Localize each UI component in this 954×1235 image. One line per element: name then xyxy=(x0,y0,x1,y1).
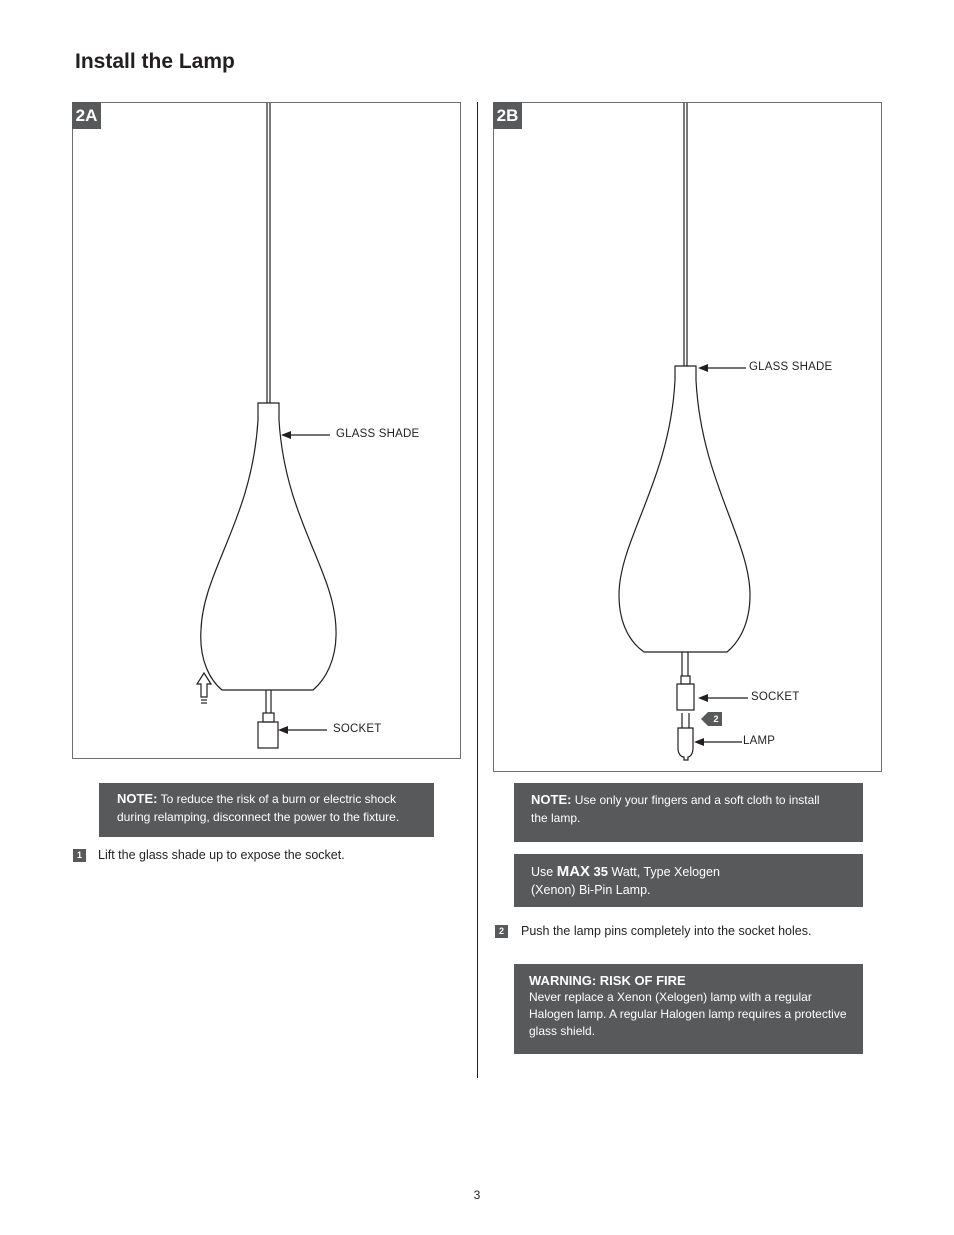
warning-text: Never replace a Xenon (Xelogen) lamp with a regular Halogen lamp. A regular Halogen lamp requires a protective glass shield. xyxy=(529,990,847,1038)
note-shock-box xyxy=(99,783,434,837)
page-title: Install the Lamp xyxy=(75,50,235,73)
lamp-spec-prefix: Use xyxy=(531,865,554,879)
figure-2b-glass-shade-label: GLASS SHADE xyxy=(749,361,833,373)
warning-heading: WARNING: RISK OF FIRE xyxy=(529,973,686,988)
lamp-spec-box xyxy=(514,854,863,907)
note-fingers-text: Use only your fingers and a soft cloth to install the lamp. xyxy=(531,793,820,825)
figure-2a-socket-label: SOCKET xyxy=(333,723,382,735)
figure-2b-socket-label: SOCKET xyxy=(751,691,800,703)
figure-2a-arrowhead-icon xyxy=(278,726,288,734)
figure-2a-glass-shade-label: GLASS SHADE xyxy=(336,428,420,440)
step-1-text: Lift the glass shade up to expose the socket. xyxy=(98,848,345,862)
step-2-number: 2 xyxy=(495,925,508,938)
step-2-text: Push the lamp pins completely into the socket holes. xyxy=(521,924,812,938)
figure-2b-lamp-label: LAMP xyxy=(743,735,776,747)
lamp-spec-max: MAX xyxy=(556,863,591,880)
figure-2a-arrowhead-icon xyxy=(281,431,291,439)
note-fingers-box xyxy=(514,783,863,842)
lamp-spec-watts: 35 xyxy=(593,864,609,879)
figure-2a-tag: 2A xyxy=(72,102,101,129)
lift-up-arrow-icon xyxy=(197,673,211,697)
note-fingers-heading: NOTE: xyxy=(531,792,572,807)
figure-2b-callout-number: 2 xyxy=(713,714,719,724)
step-1-number: 1 xyxy=(73,849,86,862)
lamp-spec-text-2: (Xenon) Bi-Pin Lamp. xyxy=(531,883,651,897)
figure-2b-panel xyxy=(493,102,882,772)
lamp-spec-text-1: Watt, Type Xelogen xyxy=(611,865,720,879)
page-number: 3 xyxy=(473,1188,481,1202)
figure-2a-glass-shade-shape xyxy=(201,403,336,690)
warning-box xyxy=(514,964,863,1054)
figure-2b-tag: 2B xyxy=(493,102,522,129)
column-divider xyxy=(477,102,478,1078)
figure-2a-drawing xyxy=(197,103,336,748)
note-shock-text: To reduce the risk of a burn or electric shock during relamping, disconnect the power to the fixture. xyxy=(117,792,400,824)
lamp-spec-line-1 xyxy=(531,863,863,881)
note-shock-heading: NOTE: xyxy=(117,791,158,806)
